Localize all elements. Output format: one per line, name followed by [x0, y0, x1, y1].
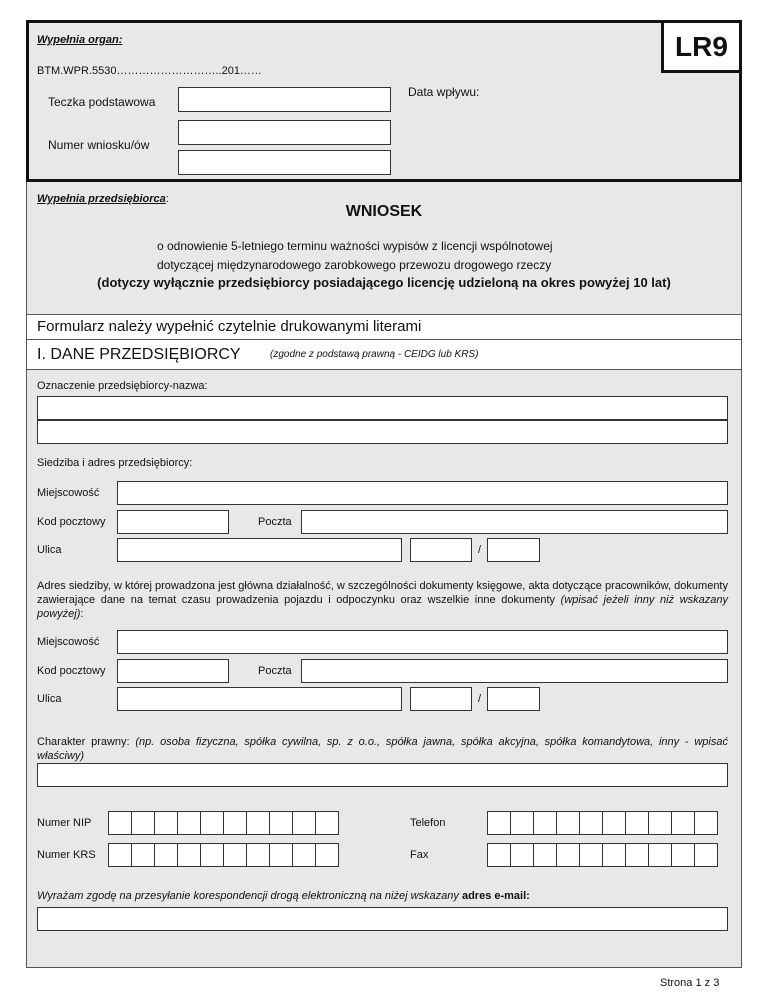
krs-label: Numer KRS [37, 849, 96, 861]
fax-digit-box[interactable] [625, 843, 649, 867]
telefon-digit-box[interactable] [694, 811, 718, 835]
poczta-label: Poczta [258, 516, 292, 528]
telefon-digit-box[interactable] [625, 811, 649, 835]
fax-digit-box[interactable] [602, 843, 626, 867]
numer-wniosku-field-2[interactable] [178, 150, 391, 175]
telefon-digit-box[interactable] [579, 811, 603, 835]
krs-digit-boxes[interactable] [108, 843, 338, 867]
krs-digit-box[interactable] [177, 843, 201, 867]
alt-ulica-field[interactable] [117, 687, 402, 711]
krs-digit-box[interactable] [269, 843, 293, 867]
nip-digit-box[interactable] [315, 811, 339, 835]
document-subtitle-line2: dotyczącej międzynarodowego zarobkowego przewozu drogowego rzeczy [157, 258, 552, 272]
document-subtitle-line1: o odnowienie 5-letniego terminu ważności wypisów z licencji wspólnotowej [157, 239, 553, 253]
nip-digit-box[interactable] [292, 811, 316, 835]
fax-digit-box[interactable] [671, 843, 695, 867]
seat-address-label: Siedziba i adres przedsiębiorcy: [37, 457, 193, 469]
telefon-digit-box[interactable] [533, 811, 557, 835]
ulica-label: Ulica [37, 544, 62, 556]
krs-digit-box[interactable] [131, 843, 155, 867]
nip-digit-box[interactable] [108, 811, 132, 835]
reference-number-line: BTM.WPR.5530………………………..201…… [37, 65, 262, 77]
teczka-field[interactable] [178, 87, 391, 112]
legal-form-label: Charakter prawny: (np. osoba fizyczna, spółka cywilna, sp. z o.o., spółka jawna, spółka akcyjna, spółka komandytowa, inny - wpisać właściwy) [37, 736, 728, 762]
alt-miejscowosc-field[interactable] [117, 630, 728, 654]
section-title: I. DANE PRZEDSIĘBIORCY [37, 346, 241, 363]
krs-digit-box[interactable] [108, 843, 132, 867]
krs-digit-box[interactable] [200, 843, 224, 867]
document-scope-note: (dotyczy wyłącznie przedsiębiorcy posiadającego licencję udzieloną na okres powyżej 10 lat) [97, 275, 671, 290]
alt-house-number-field[interactable] [410, 687, 472, 711]
telefon-label: Telefon [410, 817, 446, 829]
nip-digit-box[interactable] [154, 811, 178, 835]
poczta-field[interactable] [301, 510, 728, 534]
alt-kod-pocztowy-field[interactable] [117, 659, 229, 683]
numer-wniosku-field-1[interactable] [178, 120, 391, 145]
fax-label: Fax [410, 849, 429, 861]
fax-digit-box[interactable] [648, 843, 672, 867]
alt-poczta-label: Poczta [258, 665, 292, 677]
document-title: WNIOSEK [345, 203, 423, 220]
nip-label: Numer NIP [37, 817, 92, 829]
form-code-badge: LR9 [661, 20, 742, 73]
nip-digit-box[interactable] [131, 811, 155, 835]
page-number: Strona 1 z 3 [660, 977, 720, 989]
nip-digit-box[interactable] [269, 811, 293, 835]
krs-digit-box[interactable] [223, 843, 247, 867]
alt-kod-pocztowy-label: Kod pocztowy [37, 665, 106, 677]
krs-digit-box[interactable] [292, 843, 316, 867]
alt-ulica-label: Ulica [37, 693, 62, 705]
alt-apartment-number-field[interactable] [487, 687, 540, 711]
organ-section-title: Wypełnia organ: [37, 34, 123, 46]
legal-form-field[interactable] [37, 763, 728, 787]
slash-separator: / [478, 544, 482, 556]
email-consent-text: Wyrażam zgodę na przesyłanie korespondencji drogą elektroniczną na niżej wskazany adres e-mail: [37, 890, 530, 902]
numer-wniosku-label: Numer wniosku/ów [48, 138, 150, 152]
fax-digit-box[interactable] [579, 843, 603, 867]
telefon-digit-box[interactable] [602, 811, 626, 835]
teczka-label: Teczka podstawowa [48, 95, 156, 109]
krs-digit-box[interactable] [315, 843, 339, 867]
telefon-digit-box[interactable] [671, 811, 695, 835]
kod-pocztowy-field[interactable] [117, 510, 229, 534]
nip-digit-box[interactable] [223, 811, 247, 835]
email-field[interactable] [37, 907, 728, 931]
form-fill-note: Formularz należy wypełnić czytelnie drukowanymi literami [37, 318, 422, 335]
kod-pocztowy-label: Kod pocztowy [37, 516, 106, 528]
fax-digit-box[interactable] [556, 843, 580, 867]
apartment-number-field[interactable] [487, 538, 540, 562]
alt-slash-separator: / [478, 693, 482, 705]
telefon-digit-box[interactable] [556, 811, 580, 835]
telefon-digit-box[interactable] [510, 811, 534, 835]
fax-digit-box[interactable] [533, 843, 557, 867]
data-wplywu-label: Data wpływu: [408, 85, 480, 99]
company-name-label: Oznaczenie przedsiębiorcy-nazwa: [37, 380, 208, 392]
section-subtitle: (zgodne z podstawą prawną - CEIDG lub KRS) [270, 349, 479, 360]
fax-digit-box[interactable] [510, 843, 534, 867]
miejscowosc-label: Miejscowość [37, 487, 100, 499]
krs-digit-box[interactable] [154, 843, 178, 867]
alt-address-description: Adres siedziby, w której prowadzona jest główna działalność, w szczególności dokumenty księgowe, akta dotyczące pracowników, dokumenty zawierające dane na temat czasu prowadzenia pojazdu i odpoczynku oraz wszelkie inne dokumenty (wpisać jeżeli inny niż wskazany powyżej): [37, 580, 728, 620]
fax-digit-box[interactable] [694, 843, 718, 867]
company-name-field-2[interactable] [37, 420, 728, 444]
krs-digit-box[interactable] [246, 843, 270, 867]
house-number-field[interactable] [410, 538, 472, 562]
nip-digit-boxes[interactable] [108, 811, 338, 835]
fax-digit-box[interactable] [487, 843, 511, 867]
nip-digit-box[interactable] [200, 811, 224, 835]
fax-digit-boxes[interactable] [487, 843, 717, 867]
nip-digit-box[interactable] [177, 811, 201, 835]
nip-digit-box[interactable] [246, 811, 270, 835]
company-name-field-1[interactable] [37, 396, 728, 420]
telefon-digit-box[interactable] [648, 811, 672, 835]
alt-poczta-field[interactable] [301, 659, 728, 683]
ulica-field[interactable] [117, 538, 402, 562]
miejscowosc-field[interactable] [117, 481, 728, 505]
telefon-digit-boxes[interactable] [487, 811, 717, 835]
telefon-digit-box[interactable] [487, 811, 511, 835]
applicant-section-title: Wypełnia przedsiębiorca: [37, 193, 169, 205]
alt-miejscowosc-label: Miejscowość [37, 636, 100, 648]
